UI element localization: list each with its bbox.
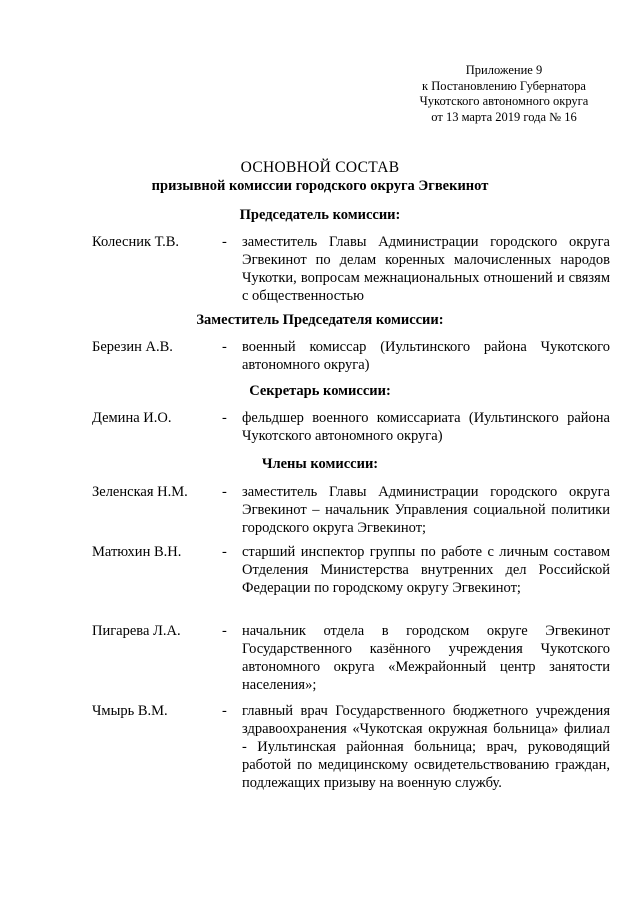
- appendix-line-4: от 13 марта 2019 года № 16: [431, 109, 577, 124]
- dash-separator: -: [222, 410, 227, 426]
- dash-separator: -: [222, 623, 227, 639]
- dash-separator: -: [222, 339, 227, 355]
- person-name: Березин А.В.: [92, 339, 173, 355]
- person-position: фельдшер военного комиссариата (Иультинского района Чукотского автономного округа): [242, 410, 610, 444]
- dash-separator: -: [222, 703, 227, 719]
- document-title: ОСНОВНОЙ СОСТАВ: [240, 159, 400, 176]
- person-name: Колесник Т.В.: [92, 234, 179, 250]
- person-name: Демина И.О.: [92, 410, 172, 426]
- person-position: заместитель Главы Администрации городского округа Эгвекинот – начальник Управления социальной политики городского округа Эгвекинот;: [242, 484, 610, 536]
- person-position: главный врач Государственного бюджетного учреждения здравоохранения «Чукотская окружная больница» филиал - Иультинская районная больница; врач, руководящий работой по медицинскому освидетельствованию граждан, подлежащих призыву на военную службу.: [242, 703, 610, 791]
- person-name: Чмырь В.М.: [92, 703, 168, 719]
- section-heading-secretary: Секретарь комиссии:: [249, 383, 391, 399]
- dash-separator: -: [222, 544, 227, 560]
- person-name: Матюхин В.Н.: [92, 544, 182, 560]
- person-position: военный комиссар (Иультинского района Чукотского автономного округа): [242, 339, 610, 373]
- section-heading-deputy: Заместитель Председателя комиссии:: [196, 312, 444, 328]
- person-position: старший инспектор группы по работе с личным составом Отделения Министерства внутренних дел Российской Федерации по городскому округу Эгвекинот;: [242, 544, 610, 596]
- person-position: начальник отдела в городском округе Эгвекинот Государственного казённого учреждения Чукотского автономного округа «Межрайонный центр занятости населения»;: [242, 623, 610, 693]
- person-position: заместитель Главы Администрации городского округа Эгвекинот по делам коренных малочисленных народов Чукотки, вопросам межнациональных отношений и связям с общественностью: [242, 234, 610, 304]
- person-name: Зеленская Н.М.: [92, 484, 188, 500]
- appendix-header: [400, 63, 608, 125]
- document-subtitle: призывной комиссии городского округа Эгвекинот: [151, 178, 489, 194]
- appendix-line-1: Приложение 9: [465, 63, 543, 77]
- dash-separator: -: [222, 234, 227, 250]
- appendix-line-2: к Постановлению Губернатора: [422, 78, 586, 93]
- section-heading-chairman: Председатель комиссии:: [239, 207, 401, 223]
- person-name: Пигарева Л.А.: [92, 623, 181, 639]
- dash-separator: -: [222, 484, 227, 500]
- appendix-line-3: Чукотского автономного округа: [419, 94, 589, 108]
- section-heading-members: Члены комиссии:: [261, 456, 379, 472]
